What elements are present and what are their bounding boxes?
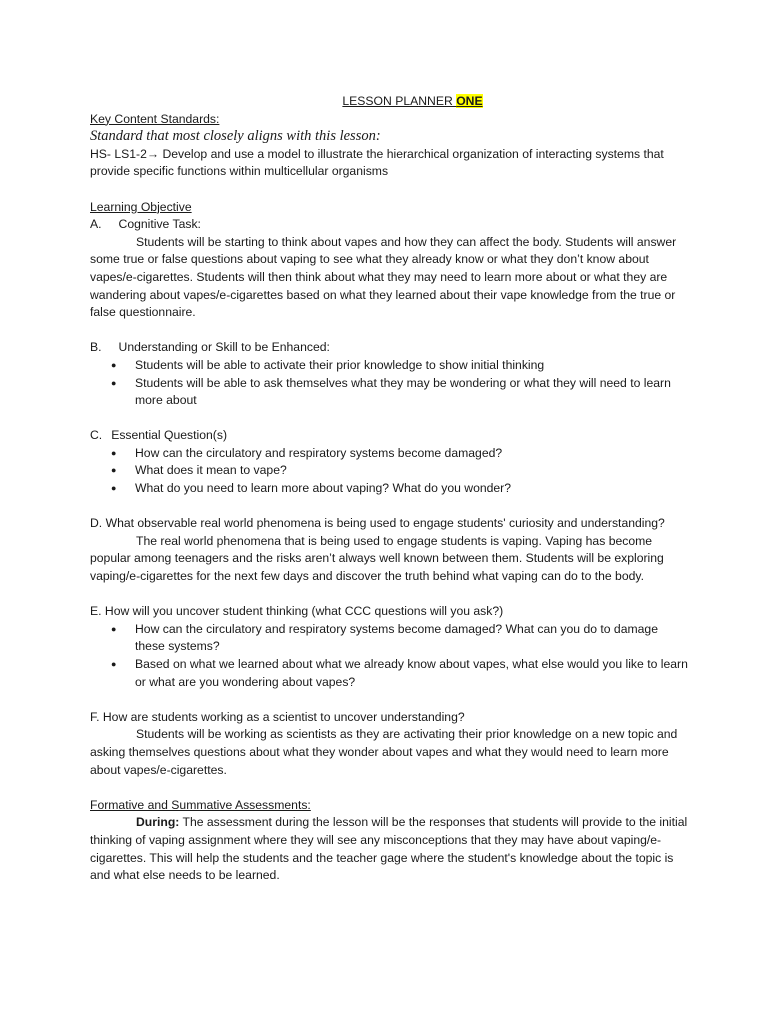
standards-subheading: Standard that most closely aligns with this lesson: <box>90 128 381 145</box>
standards-text: HS- LS1-2→ Develop and use a model to illustrate the hierarchical organization of interacting systems that provide specific functions within multicellular organisms <box>90 146 664 179</box>
section-c-title-text: Essential Question(s) <box>111 428 228 443</box>
list-item: ● How can the circulatory and respiratory systems become damaged? <box>135 445 690 463</box>
section-e-title: E. How will you uncover student thinking (what CCC questions will you ask?) <box>90 604 504 619</box>
section-a-title-text: Cognitive Task: <box>118 217 201 232</box>
section-e-list <box>90 621 690 691</box>
list-item: ● Students will be able to activate their prior knowledge to show initial thinking <box>135 357 690 375</box>
page-title <box>135 93 690 111</box>
section-b-title <box>90 339 690 357</box>
during-label: During: <box>136 815 180 830</box>
section-a-title <box>90 216 690 234</box>
list-item: ● What do you need to learn more about vaping? What do you wonder? <box>135 480 690 498</box>
section-f-text: Students will be working as scientists as they are activating their prior knowledge on a new topic and asking themselves questions about what they wonder about vapes and what they would need to learn more about vapes/e-cigarettes. <box>90 727 678 777</box>
list-item: ● Students will be able to ask themselves what they may be wondering or what they will need to learn more about <box>135 375 690 410</box>
section-c-label: C. <box>90 428 103 443</box>
section-c-list <box>90 445 690 498</box>
section-c-title <box>90 427 690 445</box>
during-text: The assessment during the lesson will be the responses that students will provide to the initial thinking of vaping assignment where they will see any misconceptions that they may have about vaping/e-cigarettes. This will help the students and the teacher gage where the student's knowledge about the topic is and what else needs to be learned. <box>90 815 688 883</box>
title-text: LESSON PLANNER <box>342 94 457 108</box>
assessments-heading: Formative and Summative Assessments: <box>90 797 311 812</box>
section-a-text: Students will be starting to think about vapes and how they can affect the body. Students will answer some true or false questions about vaping to see what they already know or what they don’t know about vapes/e-cigarettes. Students will then think about what they may need to learn more about or what they are wandering about vapes/e-cigarettes based on what they learned about their vape knowledge from the true or false questionnaire. <box>90 234 677 320</box>
section-b-title-text: Understanding or Skill to be Enhanced: <box>118 340 330 355</box>
list-item: ● Based on what we learned about what we already know about vapes, what else would you like to learn or what are you wondering about vapes? <box>135 656 690 691</box>
section-d-text: The real world phenomena that is being used to engage students is vaping. Vaping has become popular among teenagers and the risks aren’t always well known between them. Students will be exploring vaping/e-cigarettes for the next few days and discover the truth behind what vaping can do to the body. <box>90 533 664 584</box>
list-item: ● How can the circulatory and respiratory systems become damaged? What can you do to damage these systems? <box>135 621 690 656</box>
section-b-label: B. <box>90 340 102 355</box>
document-body <box>90 93 690 885</box>
section-d-title: D. What observable real world phenomena is being used to engage students' curiosity and understanding? <box>90 516 665 531</box>
objective-heading: Learning Objective <box>90 199 192 214</box>
assessments-during <box>90 814 690 884</box>
section-b-list <box>90 357 690 410</box>
section-a-label: A. <box>90 217 102 232</box>
standards-heading: Key Content Standards: <box>90 111 220 126</box>
title-highlight: ONE <box>456 94 483 108</box>
list-item: ● What does it mean to vape? <box>135 462 690 480</box>
section-f-title: F. How are students working as a scientist to uncover understanding? <box>90 709 465 724</box>
